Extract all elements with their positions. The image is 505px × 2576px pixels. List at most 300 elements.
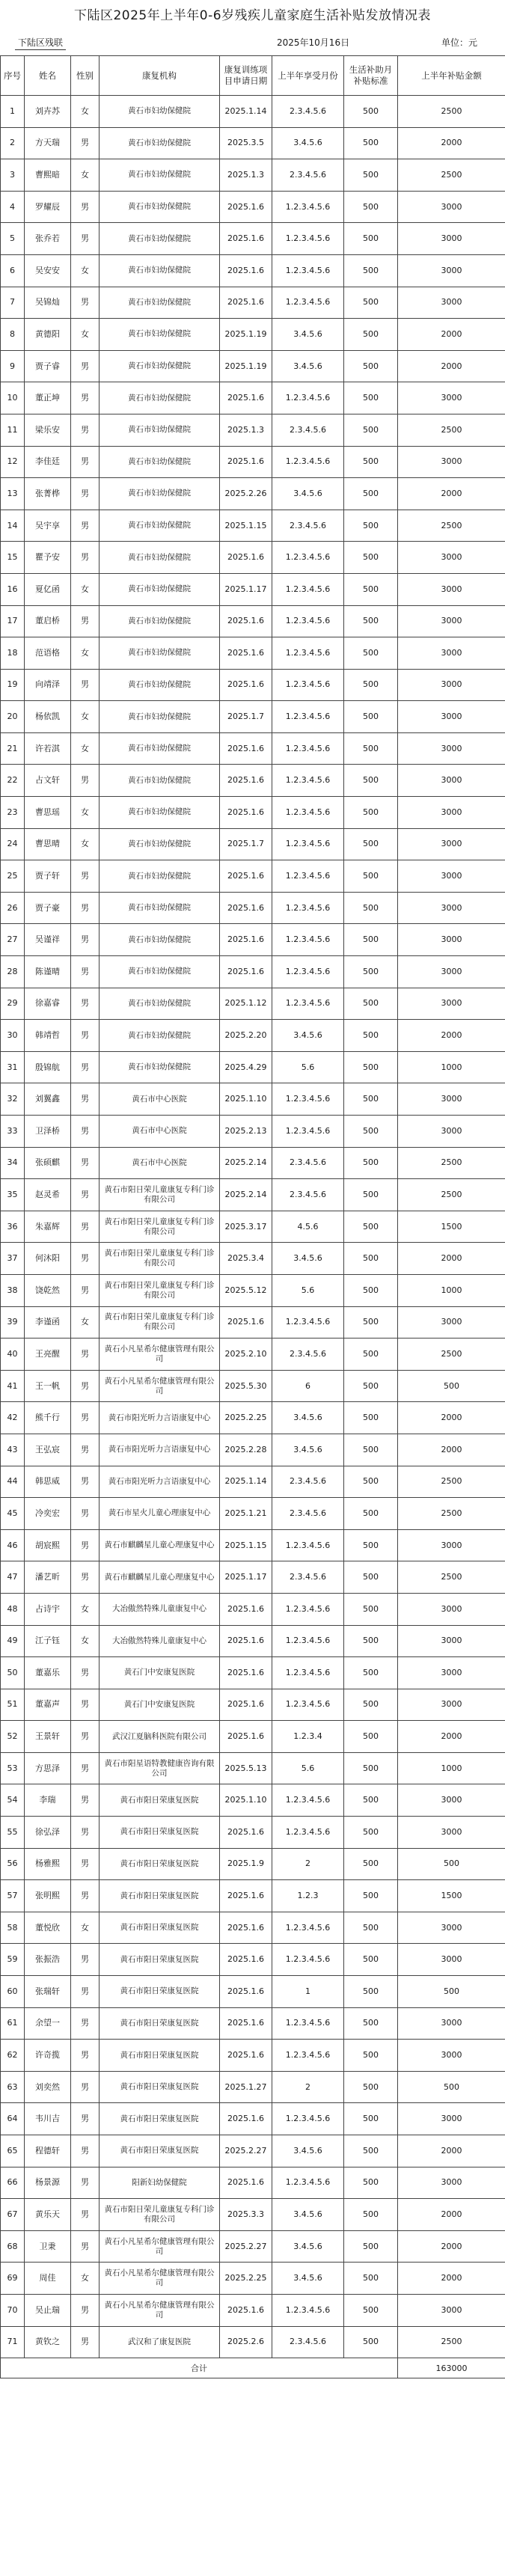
cell-apply-date: 2025.2.13 [220,1116,272,1148]
cell-institution: 大冶傲然特殊儿童康复中心 [100,1625,220,1657]
cell-months: 4.5.6 [272,1211,344,1243]
cell-apply-date: 2025.1.6 [220,1912,272,1944]
cell-apply-date: 2025.1.6 [220,669,272,701]
table-row [1,1689,505,1721]
cell-institution: 黄石市阳星语特教健康咨询有限公司 [100,1752,220,1784]
cell-apply-date: 2025.2.10 [220,1339,272,1371]
table-row [1,573,505,605]
cell-monthly-standard: 500 [344,1912,398,1944]
cell-gender: 男 [71,1561,100,1594]
table-row [1,2199,505,2231]
cell-amount: 2500 [398,96,505,128]
cell-apply-date: 2025.1.7 [220,828,272,860]
cell-amount: 2000 [398,1434,505,1466]
cell-institution: 黄石市妇幼保健院 [100,542,220,574]
cell-apply-date: 2025.1.10 [220,1083,272,1116]
cell-name: 张乔若 [25,223,71,255]
table-row [1,1976,505,2008]
cell-gender: 男 [71,446,100,478]
table-row [1,1147,505,1179]
cell-monthly-standard: 500 [344,988,398,1020]
cell-monthly-standard: 500 [344,1434,398,1466]
table-row [1,1370,505,1402]
table-row [1,1784,505,1817]
cell-name: 李瑞 [25,1784,71,1817]
cell-apply-date: 2025.1.6 [220,605,272,637]
cell-months: 1.2.3.4.5.6 [272,1817,344,1849]
cell-months: 3.4.5.6 [272,2263,344,2295]
cell-institution: 黄石小凡星希尔健康管理有限公司 [100,2230,220,2263]
cell-apply-date: 2025.1.6 [220,732,272,765]
cell-index: 48 [1,1593,25,1625]
cell-amount: 2000 [398,2199,505,2231]
cell-amount: 2000 [398,2263,505,2295]
cell-index: 55 [1,1817,25,1849]
cell-institution: 黄石市星火儿童心理康复中心 [100,1498,220,1530]
cell-institution: 阳新妇幼保健院 [100,2167,220,2199]
table-row [1,765,505,797]
cell-name: 吴止瑞 [25,2294,71,2326]
table-row [1,1625,505,1657]
cell-months: 1.2.3.4.5.6 [272,2167,344,2199]
cell-gender: 男 [71,1498,100,1530]
cell-name: 韩靖哲 [25,1020,71,1052]
table-row [1,988,505,1020]
cell-amount: 3000 [398,287,505,319]
cell-index: 24 [1,828,25,860]
cell-amount: 2000 [398,2230,505,2263]
cell-index: 12 [1,446,25,478]
cell-index: 70 [1,2294,25,2326]
table-row [1,1466,505,1498]
cell-monthly-standard: 500 [344,1561,398,1594]
cell-monthly-standard: 500 [344,223,398,255]
cell-apply-date: 2025.1.6 [220,892,272,924]
cell-amount: 3000 [398,2294,505,2326]
cell-institution: 黄石市妇幼保健院 [100,1020,220,1052]
cell-amount: 3000 [398,1625,505,1657]
cell-apply-date: 2025.1.6 [220,2294,272,2326]
cell-months: 1.2.3.4.5.6 [272,1944,344,1976]
cell-months: 1.2.3.4.5.6 [272,382,344,414]
cell-months: 3.4.5.6 [272,478,344,510]
cell-gender: 男 [71,478,100,510]
cell-amount: 3000 [398,732,505,765]
cell-name: 潘艺昕 [25,1561,71,1594]
cell-gender: 男 [71,1976,100,2008]
cell-name: 李谨函 [25,1306,71,1339]
cell-gender: 女 [71,1625,100,1657]
cell-name: 余望一 [25,2007,71,2040]
cell-apply-date: 2025.1.19 [220,319,272,351]
cell-institution: 武汉和了康复医院 [100,2326,220,2358]
cell-amount: 1500 [398,1211,505,1243]
cell-months: 2.3.4.5.6 [272,159,344,192]
cell-amount: 3000 [398,797,505,829]
cell-index: 14 [1,510,25,542]
cell-gender: 男 [71,1466,100,1498]
cell-name: 王亮醒 [25,1339,71,1371]
cell-amount: 500 [398,1370,505,1402]
cell-monthly-standard: 500 [344,1752,398,1784]
cell-name: 范语格 [25,637,71,670]
table-row [1,254,505,287]
cell-institution: 黄石市阳日荣儿童康复专科门诊有限公司 [100,1179,220,1211]
cell-institution: 黄石市阳日荣儿童康复专科门诊有限公司 [100,1211,220,1243]
cell-monthly-standard: 500 [344,1593,398,1625]
cell-gender: 女 [71,96,100,128]
cell-gender: 女 [71,1912,100,1944]
cell-institution: 黄石市阳日荣儿童康复专科门诊有限公司 [100,1274,220,1306]
cell-amount: 3000 [398,1944,505,1976]
cell-months: 1.2.3.4.5.6 [272,828,344,860]
cell-institution: 黄石市妇幼保健院 [100,669,220,701]
cell-gender: 女 [71,319,100,351]
table-row [1,2007,505,2040]
cell-name: 董正坤 [25,382,71,414]
cell-index: 47 [1,1561,25,1594]
cell-gender: 男 [71,287,100,319]
cell-months: 3.4.5.6 [272,1402,344,1434]
cell-monthly-standard: 500 [344,382,398,414]
cell-monthly-standard: 500 [344,254,398,287]
cell-institution: 黄石市阳日荣康复医院 [100,2071,220,2103]
cell-gender: 男 [71,2007,100,2040]
cell-name: 董嘉声 [25,1689,71,1721]
cell-apply-date: 2025.1.6 [220,2103,272,2135]
cell-institution: 黄石市妇幼保健院 [100,287,220,319]
cell-gender: 男 [71,2230,100,2263]
cell-institution: 黄石市妇幼保健院 [100,828,220,860]
cell-monthly-standard: 500 [344,542,398,574]
table-row [1,1083,505,1116]
cell-apply-date: 2025.3.3 [220,2199,272,2231]
cell-index: 29 [1,988,25,1020]
table-row [1,1848,505,1880]
cell-institution: 黄石市妇幼保健院 [100,446,220,478]
table-row [1,1434,505,1466]
cell-index: 68 [1,2230,25,2263]
cell-amount: 3000 [398,382,505,414]
cell-monthly-standard: 500 [344,1306,398,1339]
cell-monthly-standard: 500 [344,2167,398,2199]
subsidy-table [0,55,505,2378]
cell-months: 1.2.3.4.5.6 [272,2040,344,2072]
cell-institution: 黄石市阳日荣儿童康复专科门诊有限公司 [100,1306,220,1339]
cell-apply-date: 2025.1.6 [220,1944,272,1976]
cell-monthly-standard: 500 [344,1784,398,1817]
cell-index: 7 [1,287,25,319]
cell-months: 1.2.3.4.5.6 [272,1593,344,1625]
cell-months: 1.2.3.4.5.6 [272,2103,344,2135]
cell-institution: 黄石市阳日荣康复医院 [100,2103,220,2135]
cell-institution: 黄石市阳光听力言语康复中心 [100,1402,220,1434]
cell-gender: 男 [71,669,100,701]
table-row [1,1912,505,1944]
cell-gender: 男 [71,1179,100,1211]
cell-monthly-standard: 500 [344,478,398,510]
cell-name: 吴谨祥 [25,924,71,956]
cell-name: 曹思晴 [25,828,71,860]
cell-apply-date: 2025.1.6 [220,446,272,478]
cell-amount: 500 [398,1848,505,1880]
cell-index: 57 [1,1880,25,1912]
cell-gender: 男 [71,956,100,988]
document-meta [0,36,505,51]
cell-months: 3.4.5.6 [272,2230,344,2263]
cell-gender: 女 [71,254,100,287]
cell-amount: 3000 [398,1784,505,1817]
cell-gender: 男 [71,2326,100,2358]
cell-amount: 3000 [398,860,505,893]
table-row [1,2167,505,2199]
total-label: 合计 [1,2358,398,2378]
cell-amount: 3000 [398,1912,505,1944]
cell-months: 3.4.5.6 [272,2135,344,2167]
cell-apply-date: 2025.2.28 [220,1434,272,1466]
cell-amount: 3000 [398,1116,505,1148]
cell-index: 66 [1,2167,25,2199]
cell-monthly-standard: 500 [344,1051,398,1083]
table-row [1,1561,505,1594]
table-row [1,2326,505,2358]
table-row [1,542,505,574]
cell-months: 1.2.3.4.5.6 [272,2294,344,2326]
cell-gender: 男 [71,988,100,1020]
cell-institution: 黄石小凡星希尔健康管理有限公司 [100,1339,220,1371]
cell-months: 2.3.4.5.6 [272,1561,344,1594]
cell-gender: 男 [71,2167,100,2199]
cell-apply-date: 2025.1.6 [220,2040,272,2072]
table-row [1,1274,505,1306]
header-cell-name: 姓名 [25,56,71,96]
cell-months: 2.3.4.5.6 [272,414,344,446]
cell-monthly-standard: 500 [344,2135,398,2167]
cell-gender: 男 [71,1243,100,1275]
table-row [1,797,505,829]
cell-monthly-standard: 500 [344,924,398,956]
table-row [1,1116,505,1148]
cell-index: 18 [1,637,25,670]
cell-monthly-standard: 500 [344,1147,398,1179]
table-row [1,1179,505,1211]
cell-gender: 男 [71,1880,100,1912]
cell-index: 36 [1,1211,25,1243]
cell-institution: 黄石市阳日荣康复医院 [100,1912,220,1944]
cell-index: 28 [1,956,25,988]
cell-gender: 男 [71,223,100,255]
cell-institution: 黄石市妇幼保健院 [100,860,220,893]
cell-index: 71 [1,2326,25,2358]
cell-amount: 3000 [398,1593,505,1625]
cell-index: 13 [1,478,25,510]
cell-months: 1.2.3.4.5.6 [272,542,344,574]
table-row [1,510,505,542]
cell-name: 吴安安 [25,254,71,287]
cell-gender: 男 [71,605,100,637]
cell-institution: 黄石市妇幼保健院 [100,605,220,637]
cell-amount: 2000 [398,127,505,159]
table-row [1,1657,505,1689]
cell-months: 3.4.5.6 [272,127,344,159]
cell-institution: 黄石门中安康复医院 [100,1657,220,1689]
cell-institution: 黄石市阳日荣儿童康复专科门诊有限公司 [100,1243,220,1275]
table-row [1,2135,505,2167]
table-row [1,478,505,510]
cell-name: 刘卉苏 [25,96,71,128]
cell-index: 33 [1,1116,25,1148]
cell-amount: 3000 [398,956,505,988]
cell-amount: 2000 [398,1020,505,1052]
cell-apply-date: 2025.1.14 [220,96,272,128]
cell-index: 51 [1,1689,25,1721]
cell-institution: 黄石市阳日荣康复医院 [100,1848,220,1880]
table-row [1,191,505,223]
cell-institution: 黄石市妇幼保健院 [100,414,220,446]
cell-index: 60 [1,1976,25,2008]
cell-index: 11 [1,414,25,446]
cell-index: 56 [1,1848,25,1880]
header-cell-amount: 上半年补贴金额 [398,56,505,96]
cell-institution: 黄石市阳日荣康复医院 [100,2007,220,2040]
cell-institution: 黄石小凡星希尔健康管理有限公司 [100,2263,220,2295]
cell-apply-date: 2025.1.27 [220,2071,272,2103]
cell-gender: 女 [71,2263,100,2295]
cell-monthly-standard: 500 [344,1817,398,1849]
table-row [1,2071,505,2103]
cell-index: 34 [1,1147,25,1179]
cell-monthly-standard: 500 [344,892,398,924]
cell-months: 1.2.3.4.5.6 [272,797,344,829]
cell-name: 瞿予安 [25,542,71,574]
cell-apply-date: 2025.1.14 [220,1466,272,1498]
table-row [1,414,505,446]
cell-index: 38 [1,1274,25,1306]
cell-apply-date: 2025.2.26 [220,478,272,510]
table-row [1,1243,505,1275]
cell-institution: 黄石市中心医院 [100,1116,220,1148]
cell-gender: 男 [71,510,100,542]
table-row [1,1880,505,1912]
cell-index: 69 [1,2263,25,2295]
cell-months: 1.2.3.4.5.6 [272,1116,344,1148]
table-row [1,1593,505,1625]
cell-apply-date: 2025.1.6 [220,1976,272,2008]
cell-months: 2 [272,2071,344,2103]
cell-gender: 男 [71,1848,100,1880]
cell-gender: 男 [71,1689,100,1721]
cell-apply-date: 2025.2.14 [220,1179,272,1211]
cell-amount: 3000 [398,1817,505,1849]
cell-index: 42 [1,1402,25,1434]
cell-apply-date: 2025.1.19 [220,350,272,382]
cell-name: 张硕麒 [25,1147,71,1179]
cell-amount: 3000 [398,701,505,733]
table-row [1,159,505,192]
table-row [1,223,505,255]
table-row [1,1402,505,1434]
cell-index: 44 [1,1466,25,1498]
cell-name: 徐嘉睿 [25,988,71,1020]
table-header-row [1,56,505,96]
cell-amount: 3000 [398,223,505,255]
cell-monthly-standard: 500 [344,669,398,701]
cell-institution: 黄石市妇幼保健院 [100,510,220,542]
cell-gender: 女 [71,797,100,829]
cell-institution: 黄石市妇幼保健院 [100,924,220,956]
cell-months: 3.4.5.6 [272,1243,344,1275]
cell-apply-date: 2025.1.6 [220,254,272,287]
cell-amount: 2000 [398,478,505,510]
header-cell-institution: 康复机构 [100,56,220,96]
cell-gender: 男 [71,382,100,414]
cell-gender: 男 [71,1370,100,1402]
cell-institution: 黄石小凡星希尔健康管理有限公司 [100,2294,220,2326]
cell-institution: 黄石市妇幼保健院 [100,159,220,192]
cell-index: 27 [1,924,25,956]
cell-amount: 3000 [398,1083,505,1116]
cell-name: 黄德阳 [25,319,71,351]
cell-institution: 黄石市中心医院 [100,1083,220,1116]
cell-monthly-standard: 500 [344,1116,398,1148]
cell-months: 1.2.3.4.5.6 [272,254,344,287]
district-label: 下陆区残联 [15,36,66,50]
cell-amount: 2500 [398,2326,505,2358]
cell-months: 5.6 [272,1274,344,1306]
cell-months: 1.2.3.4.5.6 [272,2007,344,2040]
table-row [1,1944,505,1976]
cell-name: 李佳廷 [25,446,71,478]
cell-gender: 男 [71,860,100,893]
cell-institution: 黄石市妇幼保健院 [100,382,220,414]
cell-amount: 3000 [398,1529,505,1561]
cell-apply-date: 2025.1.6 [220,287,272,319]
cell-name: 吴锦灿 [25,287,71,319]
cell-gender: 男 [71,1083,100,1116]
cell-gender: 男 [71,127,100,159]
cell-amount: 2000 [398,1721,505,1753]
cell-index: 31 [1,1051,25,1083]
table-row [1,1498,505,1530]
cell-months: 1.2.3.4.5.6 [272,860,344,893]
cell-amount: 3000 [398,2103,505,2135]
cell-months: 5.6 [272,1051,344,1083]
cell-gender: 男 [71,1402,100,1434]
cell-apply-date: 2025.1.15 [220,1529,272,1561]
table-row [1,1020,505,1052]
cell-apply-date: 2025.2.27 [220,2230,272,2263]
cell-months: 3.4.5.6 [272,1434,344,1466]
cell-apply-date: 2025.1.6 [220,924,272,956]
cell-name: 曹思瑶 [25,797,71,829]
cell-name: 黄乐天 [25,2199,71,2231]
cell-gender: 男 [71,2040,100,2072]
cell-name: 王景轩 [25,1721,71,1753]
cell-monthly-standard: 500 [344,1944,398,1976]
cell-index: 4 [1,191,25,223]
cell-amount: 2500 [398,1147,505,1179]
cell-index: 46 [1,1529,25,1561]
cell-index: 61 [1,2007,25,2040]
table-row [1,382,505,414]
cell-institution: 黄石市妇幼保健院 [100,892,220,924]
table-row [1,1051,505,1083]
cell-monthly-standard: 500 [344,1370,398,1402]
cell-monthly-standard: 500 [344,191,398,223]
cell-institution: 黄石小凡星希尔健康管理有限公司 [100,1370,220,1402]
cell-monthly-standard: 500 [344,96,398,128]
cell-months: 2.3.4.5.6 [272,1466,344,1498]
